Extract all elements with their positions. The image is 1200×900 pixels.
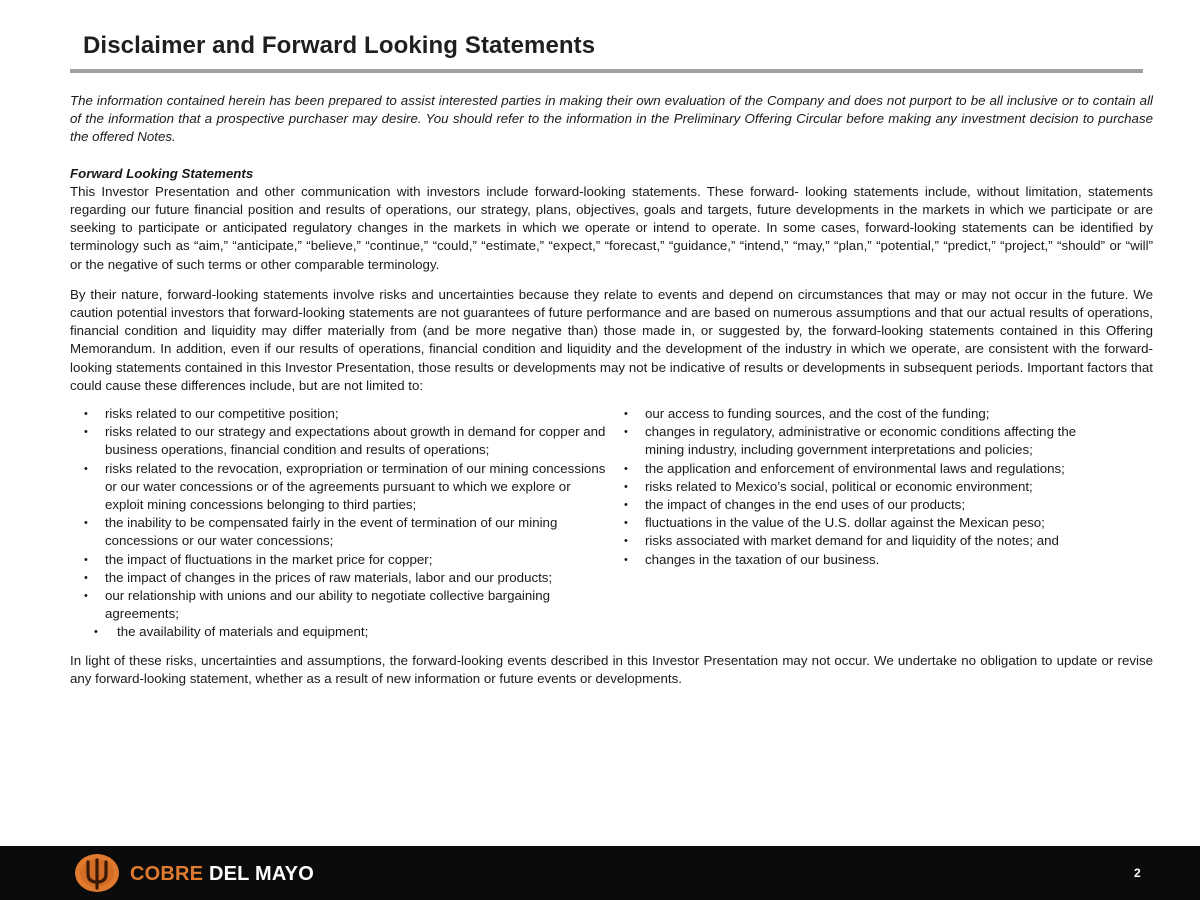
list-item: • risks related to our strategy and expectations about growth in demand for copper and business operations, financial condition and results of operations;	[70, 423, 610, 459]
list-item: • changes in the taxation of our business.	[610, 551, 1110, 569]
intro-paragraph: The information contained herein has been prepared to assist interested parties in making their own evaluation of the Company and does not purport to be all inclusive or to contain all of the information that a prospective purchaser may desire. You should refer to the information in the Preliminary Offering Circular before making any investment decision to purchase the offered Notes.	[70, 93, 1153, 145]
list-item: • the impact of changes in the end uses of our products;	[610, 496, 1110, 514]
brand-secondary: DEL MAYO	[209, 863, 314, 885]
list-item: • changes in regulatory, administrative or economic conditions affecting the mining industry, including government interpretations and policies;	[610, 423, 1110, 459]
forward-paragraph-1: This Investor Presentation and other communication with investors include forward-looking statements. These forward- looking statements include, without limitation, statements regarding our future financial position and results of operations, our strategy, plans, objectives, goals and targets, future developments in the markets in which we participate or are seeking to participate or anticipated regulatory changes in the markets in which we operate or intend to operate. In some cases, forward-looking statements can be identified by terminology such as “aim,” “anticipate,” “believe,” “continue,” “could,” “estimate,” “expect,” “forecast,” “guidance,” “intend,” “may,” “plan,” “potential,” “predict,” “project,” “should” or “will” or the negative of such terms or other comparable terminology.	[70, 183, 1153, 272]
list-item: • the application and enforcement of environmental laws and regulations;	[610, 460, 1110, 478]
closing-paragraph: In light of these risks, uncertainties and assumptions, the forward-looking events described in this Investor Presentation may not occur. We undertake no obligation to update or revise any forward-looking statement, whether as a result of new information or future events or developments.	[70, 652, 1153, 686]
document-body	[70, 92, 1153, 688]
list-item: • risks related to our competitive position;	[70, 405, 610, 423]
forward-paragraph-2: By their nature, forward-looking statements involve risks and uncertainties because they relate to events and depend on circumstances that may or may not occur in the future. We caution potential investors that forward-looking statements are not guarantees of future performance and are based on numerous assumptions and that our actual results of operations, financial condition and liquidity may differ materially from (and be more negative than) those made in, or suggested by, the forward-looking statements contained in this Offering Memorandum. In addition, even if our results of operations, financial condition and liquidity and the development of the industry in which we operate, are consistent with the forward-looking statements contained in this Investor Presentation, those results or developments may not be indicative of results or developments in subsequent periods. Important factors that could cause these differences include, but are not limited to:	[70, 286, 1153, 393]
list-item: • risks associated with market demand for and liquidity of the notes; and	[610, 532, 1110, 550]
brand-primary: COBRE	[130, 863, 204, 885]
risk-list-left	[70, 405, 610, 642]
page-number: 2	[1134, 866, 1141, 880]
list-item: • fluctuations in the value of the U.S. dollar against the Mexican peso;	[610, 514, 1110, 532]
list-item: • the impact of changes in the prices of raw materials, labor and our products;	[70, 569, 610, 587]
brand-name	[130, 863, 314, 886]
list-item: • risks related to Mexico’s social, political or economic environment;	[610, 478, 1110, 496]
title-divider	[70, 69, 1143, 73]
page-title: Disclaimer and Forward Looking Statements	[83, 32, 596, 59]
section-heading: Forward Looking Statements	[70, 165, 254, 181]
risk-list-right	[610, 405, 1110, 642]
risk-factor-list	[70, 405, 1153, 642]
list-item: • risks related to the revocation, expropriation or termination of our mining concessions or our water concessions or of the agreements pursuant to which we explore or exploit mining concessions belonging to third parties;	[70, 460, 610, 515]
list-item: • our relationship with unions and our ability to negotiate collective bargaining agreements;	[70, 587, 610, 623]
list-item: • the availability of materials and equipment;	[70, 623, 610, 641]
list-item: • the inability to be compensated fairly in the event of termination of our mining concessions or our water concessions;	[70, 514, 610, 550]
list-item: • our access to funding sources, and the cost of the funding;	[610, 405, 1110, 423]
list-item: • the impact of fluctuations in the market price for copper;	[70, 551, 610, 569]
cobre-del-mayo-logo-icon	[74, 852, 120, 894]
footer-bar	[0, 846, 1200, 900]
